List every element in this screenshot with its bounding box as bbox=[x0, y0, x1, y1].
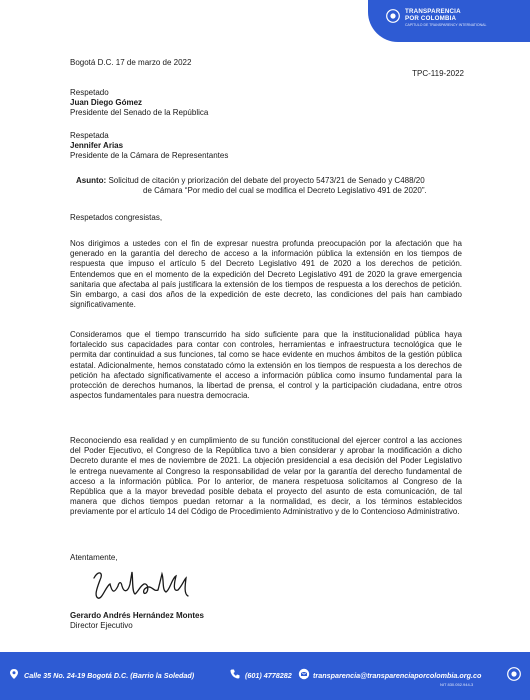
email-icon bbox=[298, 668, 310, 680]
body-paragraph-3: Reconociendo esa realidad y en cumplimiento de su función constitucional del ejercer control a las acciones del Poder Ejecutivo, el Congreso de la República tuvo a bien considerar y aprobar la modificación a dicho Decreto durante el mes de noviembre de 2021. La objeción presidencial a esa decisión del Poder Legislativo le entrega nuevamente al Congreso la responsabilidad de velar por la garantía del derecho fundamental de acceso a la información pública. Por lo anterior, de manera respetuosa solicitamos al Congreso de la República que a la mayor brevedad posible debata el proyecto del asunto de esta comunicación, de tal manera que dichos tiempos puedan retornar a la normalidad, es decir, a los términos establecidos previamente por el artículo 14 del Código de Procedimiento Administrativo y de lo Contencioso Administrativo. bbox=[70, 436, 462, 517]
brand-logo-footer-icon bbox=[507, 667, 521, 681]
subject-label: Asunto: bbox=[76, 176, 107, 185]
recipient1-salutation: Respetado bbox=[70, 88, 109, 97]
phone-icon bbox=[229, 668, 241, 680]
location-pin-icon bbox=[8, 668, 20, 680]
greeting: Respetados congresistas, bbox=[70, 213, 163, 222]
letter-date: Bogotá D.C. 17 de marzo de 2022 bbox=[70, 58, 192, 67]
brand-logo-icon bbox=[386, 9, 400, 23]
logo-text-line1: TRANSPARENCIA bbox=[405, 8, 461, 15]
header-logo bbox=[368, 0, 530, 42]
body-paragraph-2: Consideramos que el tiempo transcurrido ha sido suficiente para que la institucionalidad pública haya fortalecido sus capacidades para contar con controles, herramientas e infraestructura tecnológica que le permita dar continuidad a sus funciones, tal como se hace evidente en muchos ámbitos de la gestión pública estatal. Adicionalmente, hemos constatado cómo la extensión en los tiempos de respuesta a los derechos de petición ha afectado significativamente el acceso a información pública como insumo fundamental para la protección de derechos humanos, la libertad de prensa, el control y la participación ciudadana, entre otros aspectos fundamentales para nuestra democracia. bbox=[70, 330, 462, 401]
recipient2-salutation: Respetada bbox=[70, 131, 109, 140]
logo-text-line3: CAPÍTULO DE TRANSPARENCY INTERNATIONAL bbox=[405, 23, 487, 27]
recipient2-name: Jennifer Arias bbox=[70, 141, 124, 151]
subject-line-2: de Cámara “Por medio del cual se modifica el Decreto Legislativo 491 de 2020”. bbox=[143, 186, 427, 196]
closing: Atentamente, bbox=[70, 553, 118, 562]
handwritten-signature bbox=[88, 566, 198, 604]
recipient-block-2 bbox=[70, 131, 370, 162]
footer-nit: NIT 830.052.944-3 bbox=[440, 682, 474, 687]
signer-role: Director Ejecutivo bbox=[70, 621, 133, 630]
recipient1-name: Juan Diego Gómez bbox=[70, 98, 143, 108]
body-paragraph-1: Nos dirigimos a ustedes con el fin de expresar nuestra profunda preocupación por la afectación que ha generado en la garantía del derecho de acceso a la información pública la extensión en los tiempos de respuesta que impuso el artículo 5 del Decreto Legislativo 491 de 2020 a los derechos de petición. Entendemos que en el momento de la expedición del Decreto Legislativo 491 de 2020 la grave emergencia sanitaria que afectaba al país justificara la extensión de los tiempos de respuesta a los derechos de petición. Sin embargo, a casi dos años de la expedición de este decreto, las condiciones del país han cambiado significativamente. bbox=[70, 239, 462, 310]
recipient1-title: Presidente del Senado de la República bbox=[70, 108, 209, 118]
footer-email[interactable]: transparencia@transparenciaporcolombia.org.co bbox=[313, 671, 482, 680]
footer-phone: (601) 4778282 bbox=[245, 671, 292, 680]
footer-bar bbox=[0, 652, 530, 700]
recipient2-title: Presidente de la Cámara de Representantes bbox=[70, 151, 229, 161]
recipient-block-1 bbox=[70, 88, 370, 119]
signer-name: Gerardo Andrés Hernández Montes bbox=[70, 611, 204, 620]
subject-block bbox=[76, 176, 464, 196]
letter-reference: TPC-119-2022 bbox=[412, 69, 464, 78]
subject-line-1: Solicitud de citación y priorización del debate del proyecto 5473/21 de Senado y C488/20 bbox=[108, 176, 425, 185]
logo-text-line2: POR COLOMBIA bbox=[405, 15, 457, 22]
footer-address: Calle 35 No. 24-19 Bogotá D.C. (Barrio la Soledad) bbox=[24, 671, 195, 680]
